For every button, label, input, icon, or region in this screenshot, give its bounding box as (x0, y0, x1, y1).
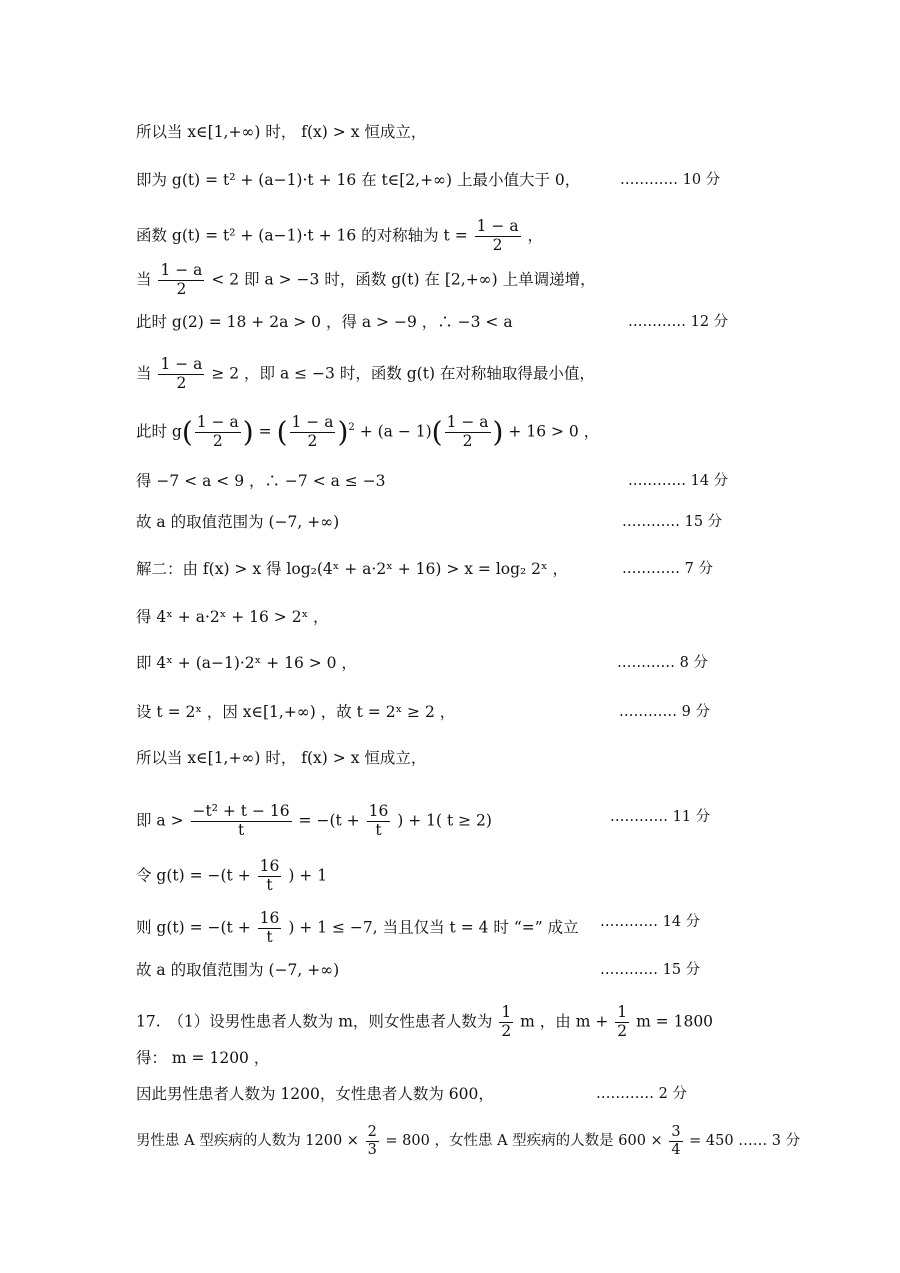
text-line: 函数 g(t) = t² + (a−1)·t + 16 的对称轴为 t = $\frac{1 - a}{2}$ ， (136, 217, 544, 254)
text-line: 此时 g(2) = 18 + 2a > 0 ，得 a > −9 ，∴ −3 < a (136, 313, 513, 331)
score-marker: ………… 7 分 (622, 561, 713, 577)
text-line: 当 $\frac{1 - a}{2}$ < 2 即 a > −3 时，函数 g(t) 在 [2,+∞) 上单调递增， (136, 261, 596, 298)
score-marker: …… 3 分 (738, 1133, 801, 1150)
text-line: 即为 g(t) = t² + (a−1)·t + 16 在 t∈[2,+∞) 上最小值大于 0， (136, 171, 581, 189)
fraction: $\frac{1}{2}$ (501, 1003, 512, 1040)
fraction: $\frac{1 - a}{2}$ (160, 261, 203, 298)
text-line: 即 a > $\frac{\text{−t² + t − 16}}{t}$ = −(t + $\frac{16}{t}$ ) + 1( t ≥ 2) (136, 802, 492, 839)
text-line: 得 −7 < a < 9 ，∴ −7 < a ≤ −3 (136, 472, 386, 490)
score-marker: ………… 10 分 (620, 172, 721, 188)
text-line: 因此男性患者人数为 1200，女性患者人数为 600， (136, 1085, 494, 1103)
fraction: $\frac{16}{t}$ (259, 909, 280, 946)
text-line: 此时 g( $\frac{1 - a}{2}$ ) = ( $\frac{1 - a}{2}$ )$^2$ + (a − 1)( $\frac{1 - a}{2}$ ) + 16 > 0 ， (136, 413, 600, 450)
score-marker: ………… 14 分 (628, 473, 729, 489)
fraction: $\frac{1 - a}{2}$ (196, 413, 239, 450)
text-line: 当 $\frac{1 - a}{2}$ ≥ 2 ，即 a ≤ −3 时，函数 g(t) 在对称轴取得最小值， (136, 355, 595, 392)
text-line: 所以当 x∈[1,+∞) 时， f(x) > x 恒成立， (136, 123, 427, 141)
fraction: $\frac{\text{−t² + t − 16}}{t}$ (192, 802, 290, 839)
fraction: $\frac{1 - a}{2}$ (291, 413, 334, 450)
text-line: 得： m = 1200 ， (136, 1049, 270, 1067)
text-line: 即 4ˣ + (a−1)·2ˣ + 16 > 0 ， (136, 654, 357, 672)
score-marker: ………… 15 分 (622, 514, 723, 530)
text-line: 故 a 的取值范围为 (−7, +∞) (136, 513, 340, 531)
text-line: 得 4ˣ + a·2ˣ + 16 > 2ˣ ， (136, 608, 329, 626)
text-line: 解二：由 f(x) > x 得 log₂(4ˣ + a·2ˣ + 16) > x = log₂ 2ˣ ， (136, 560, 569, 578)
text-line: 设 t = 2ˣ ，因 x∈[1,+∞) ，故 t = 2ˣ ≥ 2 ， (136, 703, 456, 721)
score-marker: ………… 2 分 (596, 1086, 687, 1102)
score-marker: ………… 12 分 (628, 314, 729, 330)
score-marker: ………… 8 分 (617, 655, 708, 671)
text-line: 所以当 x∈[1,+∞) 时， f(x) > x 恒成立， (136, 749, 427, 767)
score-marker: ………… 14 分 (600, 914, 701, 930)
score-marker: ………… 9 分 (619, 704, 710, 720)
text-line: 故 a 的取值范围为 (−7, +∞) (136, 961, 340, 979)
text-line: 令 g(t) = −(t + $\frac{16}{t}$ ) + 1 (136, 857, 328, 894)
score-marker: ………… 15 分 (600, 962, 701, 978)
fraction: $\frac{1}{2}$ (617, 1003, 628, 1040)
text-line: 则 g(t) = −(t + $\frac{16}{t}$ ) + 1 ≤ −7, 当且仅当 t = 4 时 “=” 成立 (136, 909, 579, 946)
text-line: 17. （1）设男性患者人数为 m，则女性患者人数为 $\frac{1}{2}$ m ，由 m + $\frac{1}{2}$ m = 1800 (136, 1003, 714, 1040)
text-line: 男性患 A 型疾病的人数为 1200 × $\frac{2}{3}$ = 800 ，女性患 A 型疾病的人数是 600 × $\frac{3}{4}$ = 450 …… 3 分 (136, 1124, 801, 1158)
fraction: $\frac{3}{4}$ (671, 1124, 681, 1158)
fraction: $\frac{1 - a}{2}$ (476, 217, 519, 254)
fraction: $\frac{1 - a}{2}$ (446, 413, 489, 450)
fraction: $\frac{16}{t}$ (368, 802, 389, 839)
score-marker: ………… 11 分 (610, 809, 711, 825)
fraction: $\frac{16}{t}$ (259, 857, 280, 894)
fraction: $\frac{2}{3}$ (367, 1124, 377, 1158)
fraction: $\frac{1 - a}{2}$ (160, 355, 203, 392)
